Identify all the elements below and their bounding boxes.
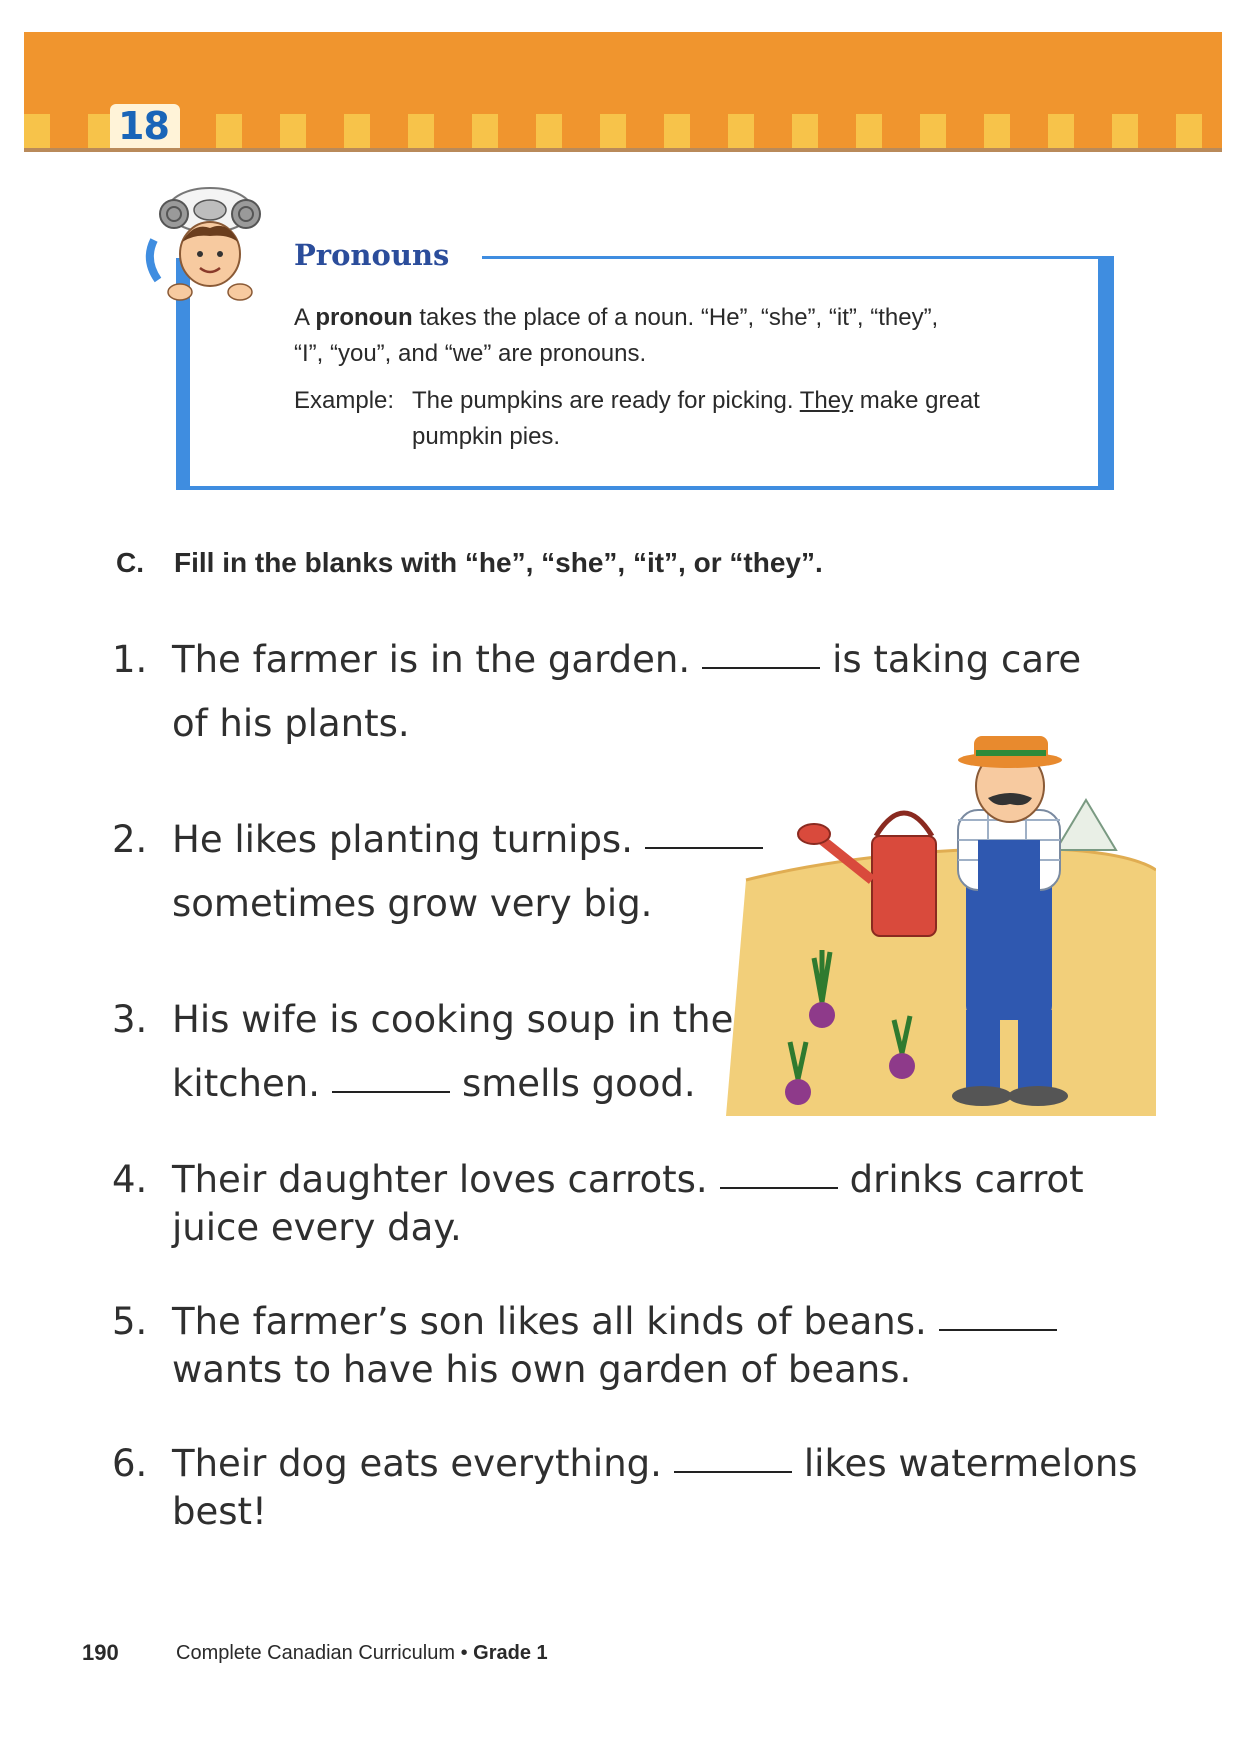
question-number: 1. xyxy=(112,638,148,681)
question-2-line1 xyxy=(172,808,775,872)
answer-blank[interactable] xyxy=(720,1186,838,1189)
header-stripe xyxy=(24,114,1222,148)
question-text: drinks carrot xyxy=(849,1158,1084,1201)
pronoun-definition xyxy=(294,300,1054,372)
example-underlined-word: They xyxy=(799,387,854,414)
answer-blank[interactable] xyxy=(674,1470,792,1473)
answer-blank[interactable] xyxy=(939,1328,1057,1331)
definition-line2: “I”, “you”, and “we” are pronouns. xyxy=(294,340,647,367)
grade-label: Grade 1 xyxy=(473,1642,548,1664)
question-text: The farmer is in the garden. xyxy=(172,638,691,681)
answer-blank[interactable] xyxy=(332,1090,450,1093)
answer-blank[interactable] xyxy=(702,666,820,669)
definition-lead: A xyxy=(294,304,316,331)
unit-number: 18 xyxy=(118,104,169,148)
footer-separator: • xyxy=(455,1642,474,1664)
question-text: smells good. xyxy=(461,1062,696,1105)
question-6-line1 xyxy=(172,1432,1138,1496)
info-title: Pronouns xyxy=(294,238,450,272)
question-text: He likes planting turnips. xyxy=(172,818,633,861)
question-1-line2: of his plants. xyxy=(172,702,410,745)
question-number: 4. xyxy=(112,1158,148,1201)
question-6-line2: best! xyxy=(172,1490,267,1533)
example-text xyxy=(412,383,1032,455)
footer-book-title xyxy=(176,1642,548,1665)
question-5-line2: wants to have his own garden of beans. xyxy=(172,1348,912,1391)
info-box-top-line xyxy=(482,256,1114,259)
header-band xyxy=(24,32,1222,114)
question-text: kitchen. xyxy=(172,1062,320,1105)
section-instruction: Fill in the blanks with “he”, “she”, “it”, or “they”. xyxy=(174,547,823,578)
question-number: 3. xyxy=(112,998,148,1041)
question-3-line2 xyxy=(172,1052,696,1116)
question-number: 2. xyxy=(112,818,148,861)
question-4-line2: juice every day. xyxy=(172,1206,462,1249)
question-text: Their daughter loves carrots. xyxy=(172,1158,708,1201)
definition-term: pronoun xyxy=(315,304,413,331)
question-number: 5. xyxy=(112,1300,148,1343)
farmer-illustration xyxy=(726,730,1156,1116)
tree-icon xyxy=(1056,800,1116,850)
definition-line1: takes the place of a noun. “He”, “she”, “it”, “they”, xyxy=(412,304,939,331)
pronoun-info-box xyxy=(176,258,1114,490)
section-letter: C. xyxy=(116,547,144,578)
question-2-line2: sometimes grow very big. xyxy=(172,882,653,925)
example-line2: pumpkin pies. xyxy=(412,423,561,450)
question-text: likes watermelons xyxy=(803,1442,1138,1485)
question-number: 6. xyxy=(112,1442,148,1485)
question-1-line1 xyxy=(172,628,1081,692)
question-text: Their dog eats everything. xyxy=(172,1442,662,1485)
example-before: The pumpkins are ready for picking. xyxy=(412,387,800,414)
page-number: 190 xyxy=(82,1640,119,1665)
example-after: make great xyxy=(853,387,980,414)
question-3-line1: His wife is cooking soup in the xyxy=(172,998,734,1041)
book-title: Complete Canadian Curriculum xyxy=(176,1642,456,1664)
header-divider xyxy=(24,148,1222,152)
example-label: Example: xyxy=(294,387,395,414)
question-text: is taking care xyxy=(832,638,1082,681)
ram-mascot-icon xyxy=(140,180,280,320)
question-text: The farmer’s son likes all kinds of beans. xyxy=(172,1300,927,1343)
